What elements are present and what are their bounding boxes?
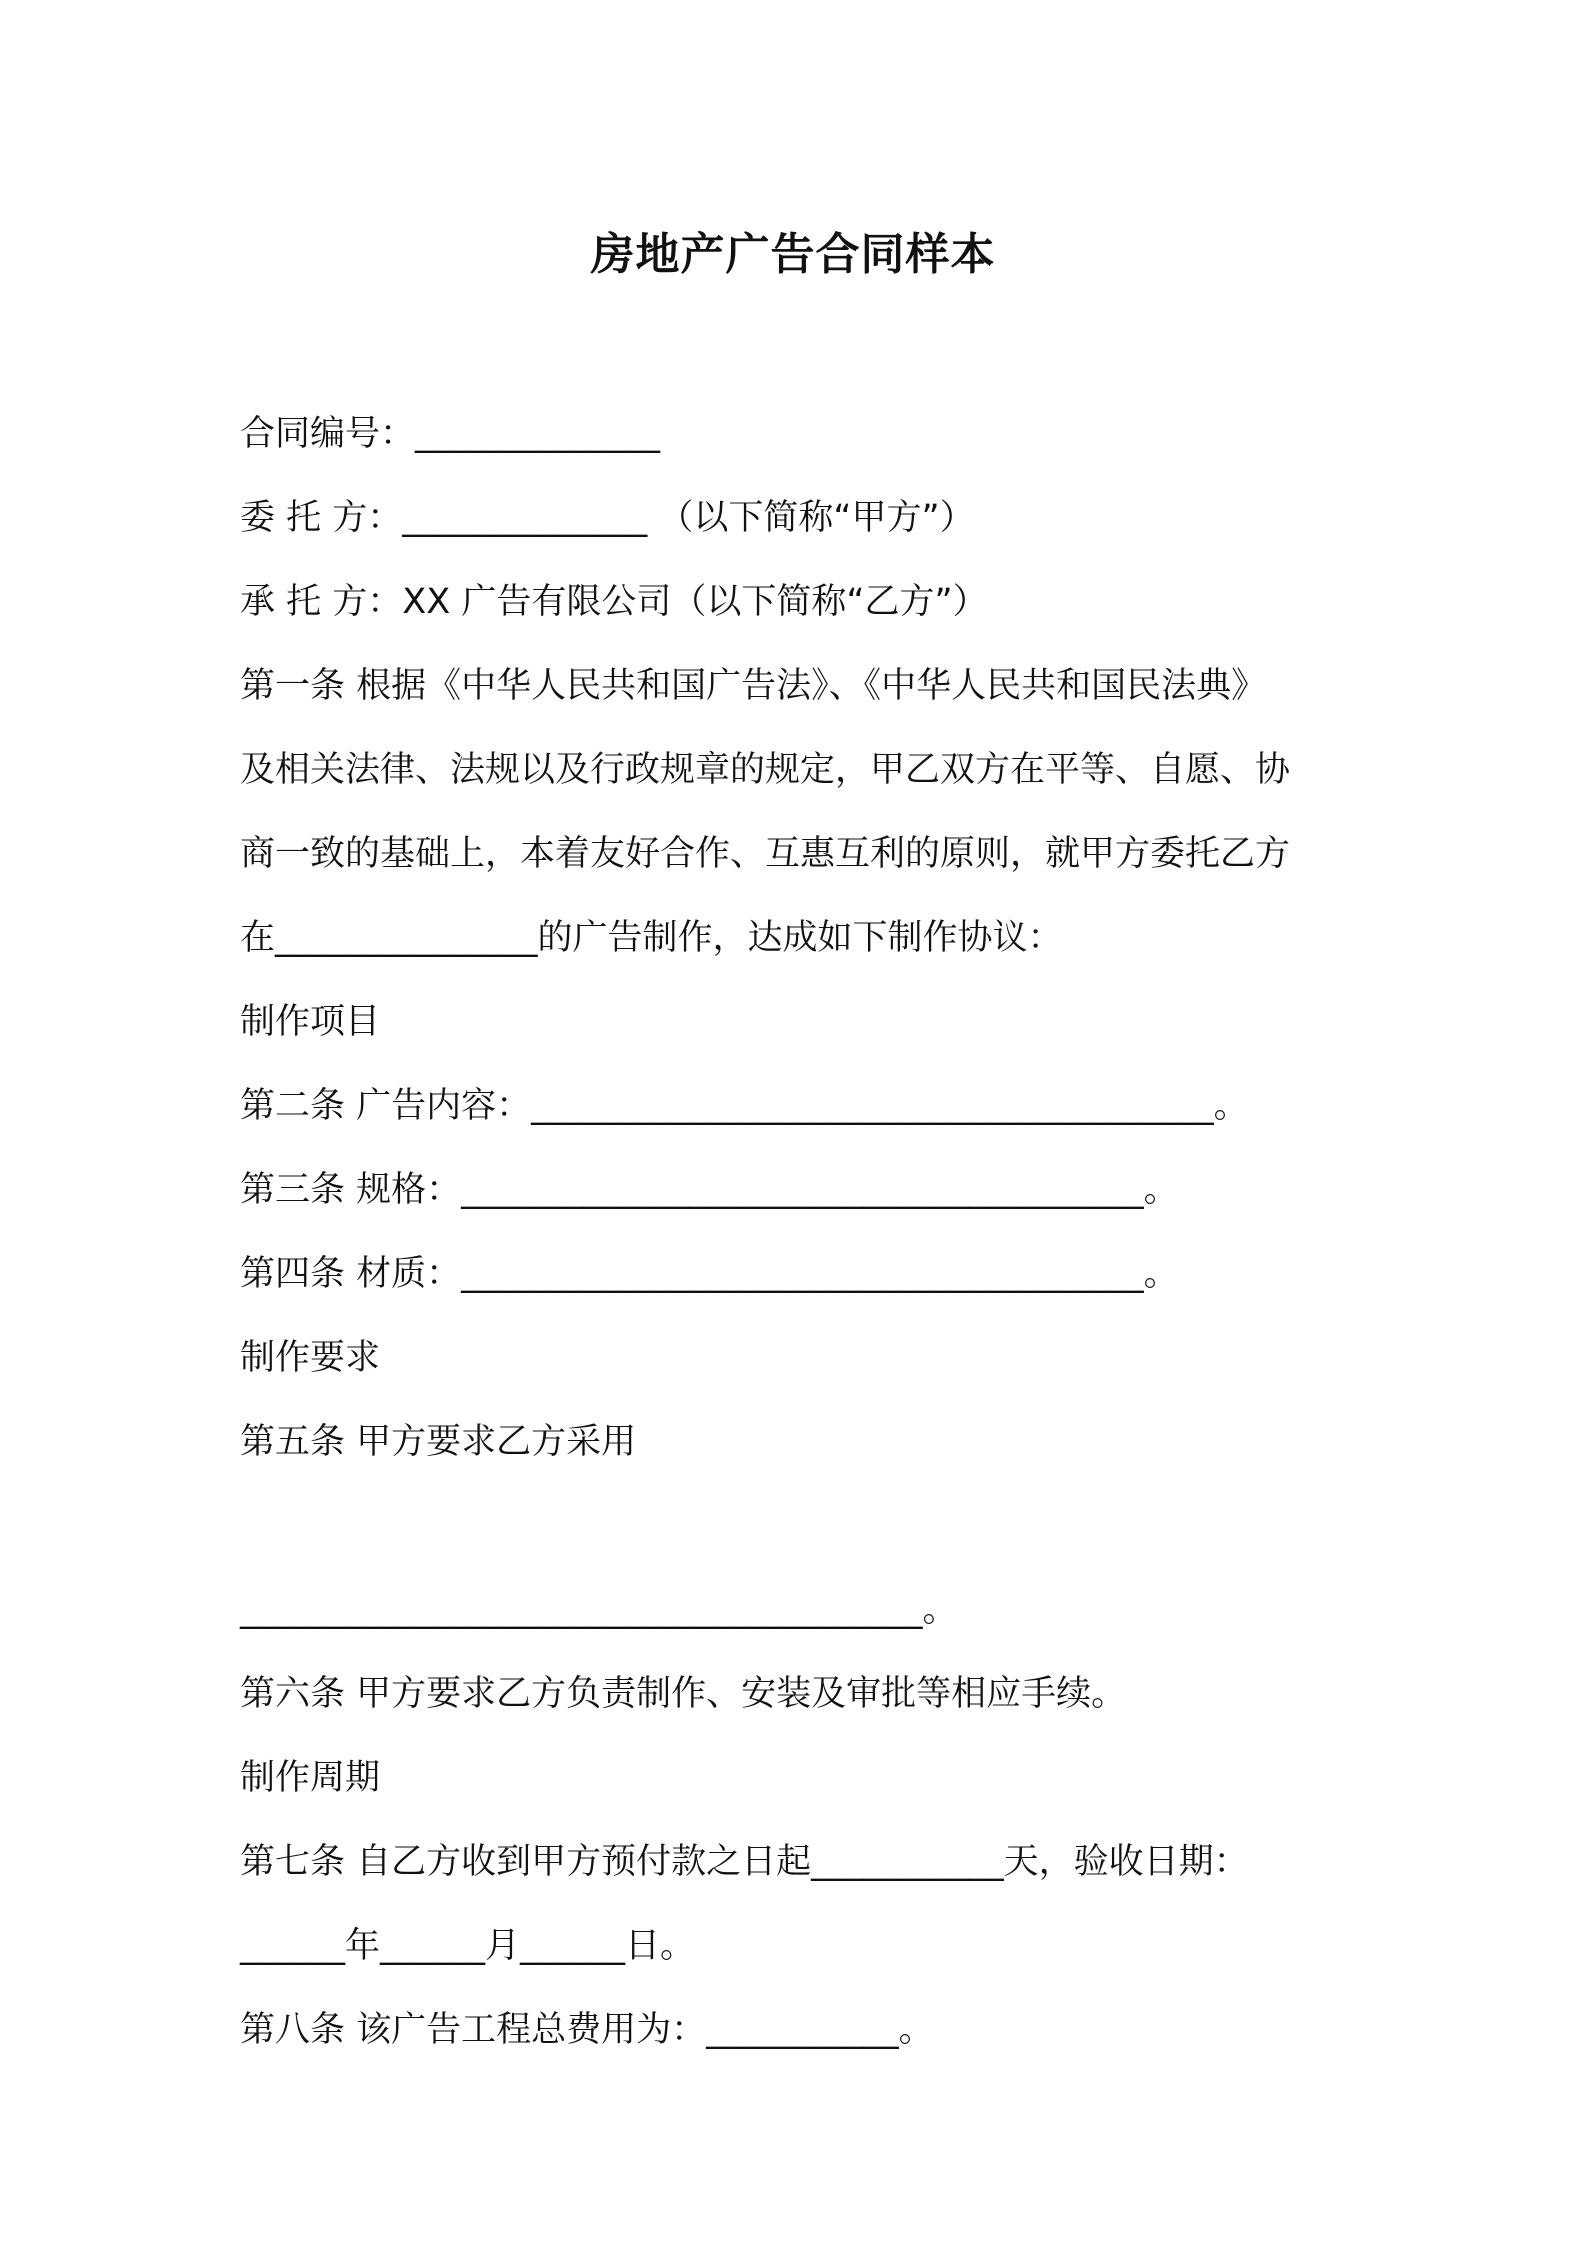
document-title: 房地产广告合同样本 [590, 229, 996, 280]
contract-number-line: 合同编号：______________ [240, 414, 661, 454]
article-5-line-1: 第五条 甲方要求乙方采用 [240, 1422, 637, 1462]
principal-party-line: 委 托 方：______________ （以下简称“甲方”） [240, 498, 975, 538]
article-1-line-2: 及相关法律、法规以及行政规章的规定，甲乙双方在平等、自愿、协 [240, 750, 1291, 790]
article-7-line-2: ______年______月______日。 [240, 1926, 696, 1966]
article-3-line: 第三条 规格：_______________________________________。 [240, 1170, 1179, 1210]
article-2-line: 第二条 广告内容：_______________________________________。 [240, 1086, 1249, 1126]
document-body [240, 404, 1360, 2084]
section-production-requirements: 制作要求 [240, 1338, 381, 1378]
article-1-line-4: 在_______________的广告制作，达成如下制作协议： [240, 918, 1063, 958]
article-8-line: 第八条 该广告工程总费用为：___________。 [240, 2010, 934, 2050]
article-5-line-2: _______________________________________。 [240, 1590, 958, 1630]
article-4-line: 第四条 材质：_______________________________________。 [240, 1254, 1179, 1294]
article-1-line-1: 第一条 根据《中华人民共和国广告法》、《中华人民共和国民法典》 [240, 666, 1267, 706]
section-production-items: 制作项目 [240, 1002, 381, 1042]
article-5-spacer [240, 1496, 1360, 1580]
article-1-line-3: 商一致的基础上，本着友好合作、互惠互利的原则，就甲方委托乙方 [240, 834, 1291, 874]
article-6-line: 第六条 甲方要求乙方负责制作、安装及审批等相应手续。 [240, 1674, 1127, 1714]
contractor-party-line: 承 托 方：XX 广告有限公司（以下简称“乙方”） [240, 582, 988, 622]
section-production-period: 制作周期 [240, 1758, 381, 1798]
article-7-line-1: 第七条 自乙方收到甲方预付款之日起___________天，验收日期： [240, 1842, 1249, 1882]
